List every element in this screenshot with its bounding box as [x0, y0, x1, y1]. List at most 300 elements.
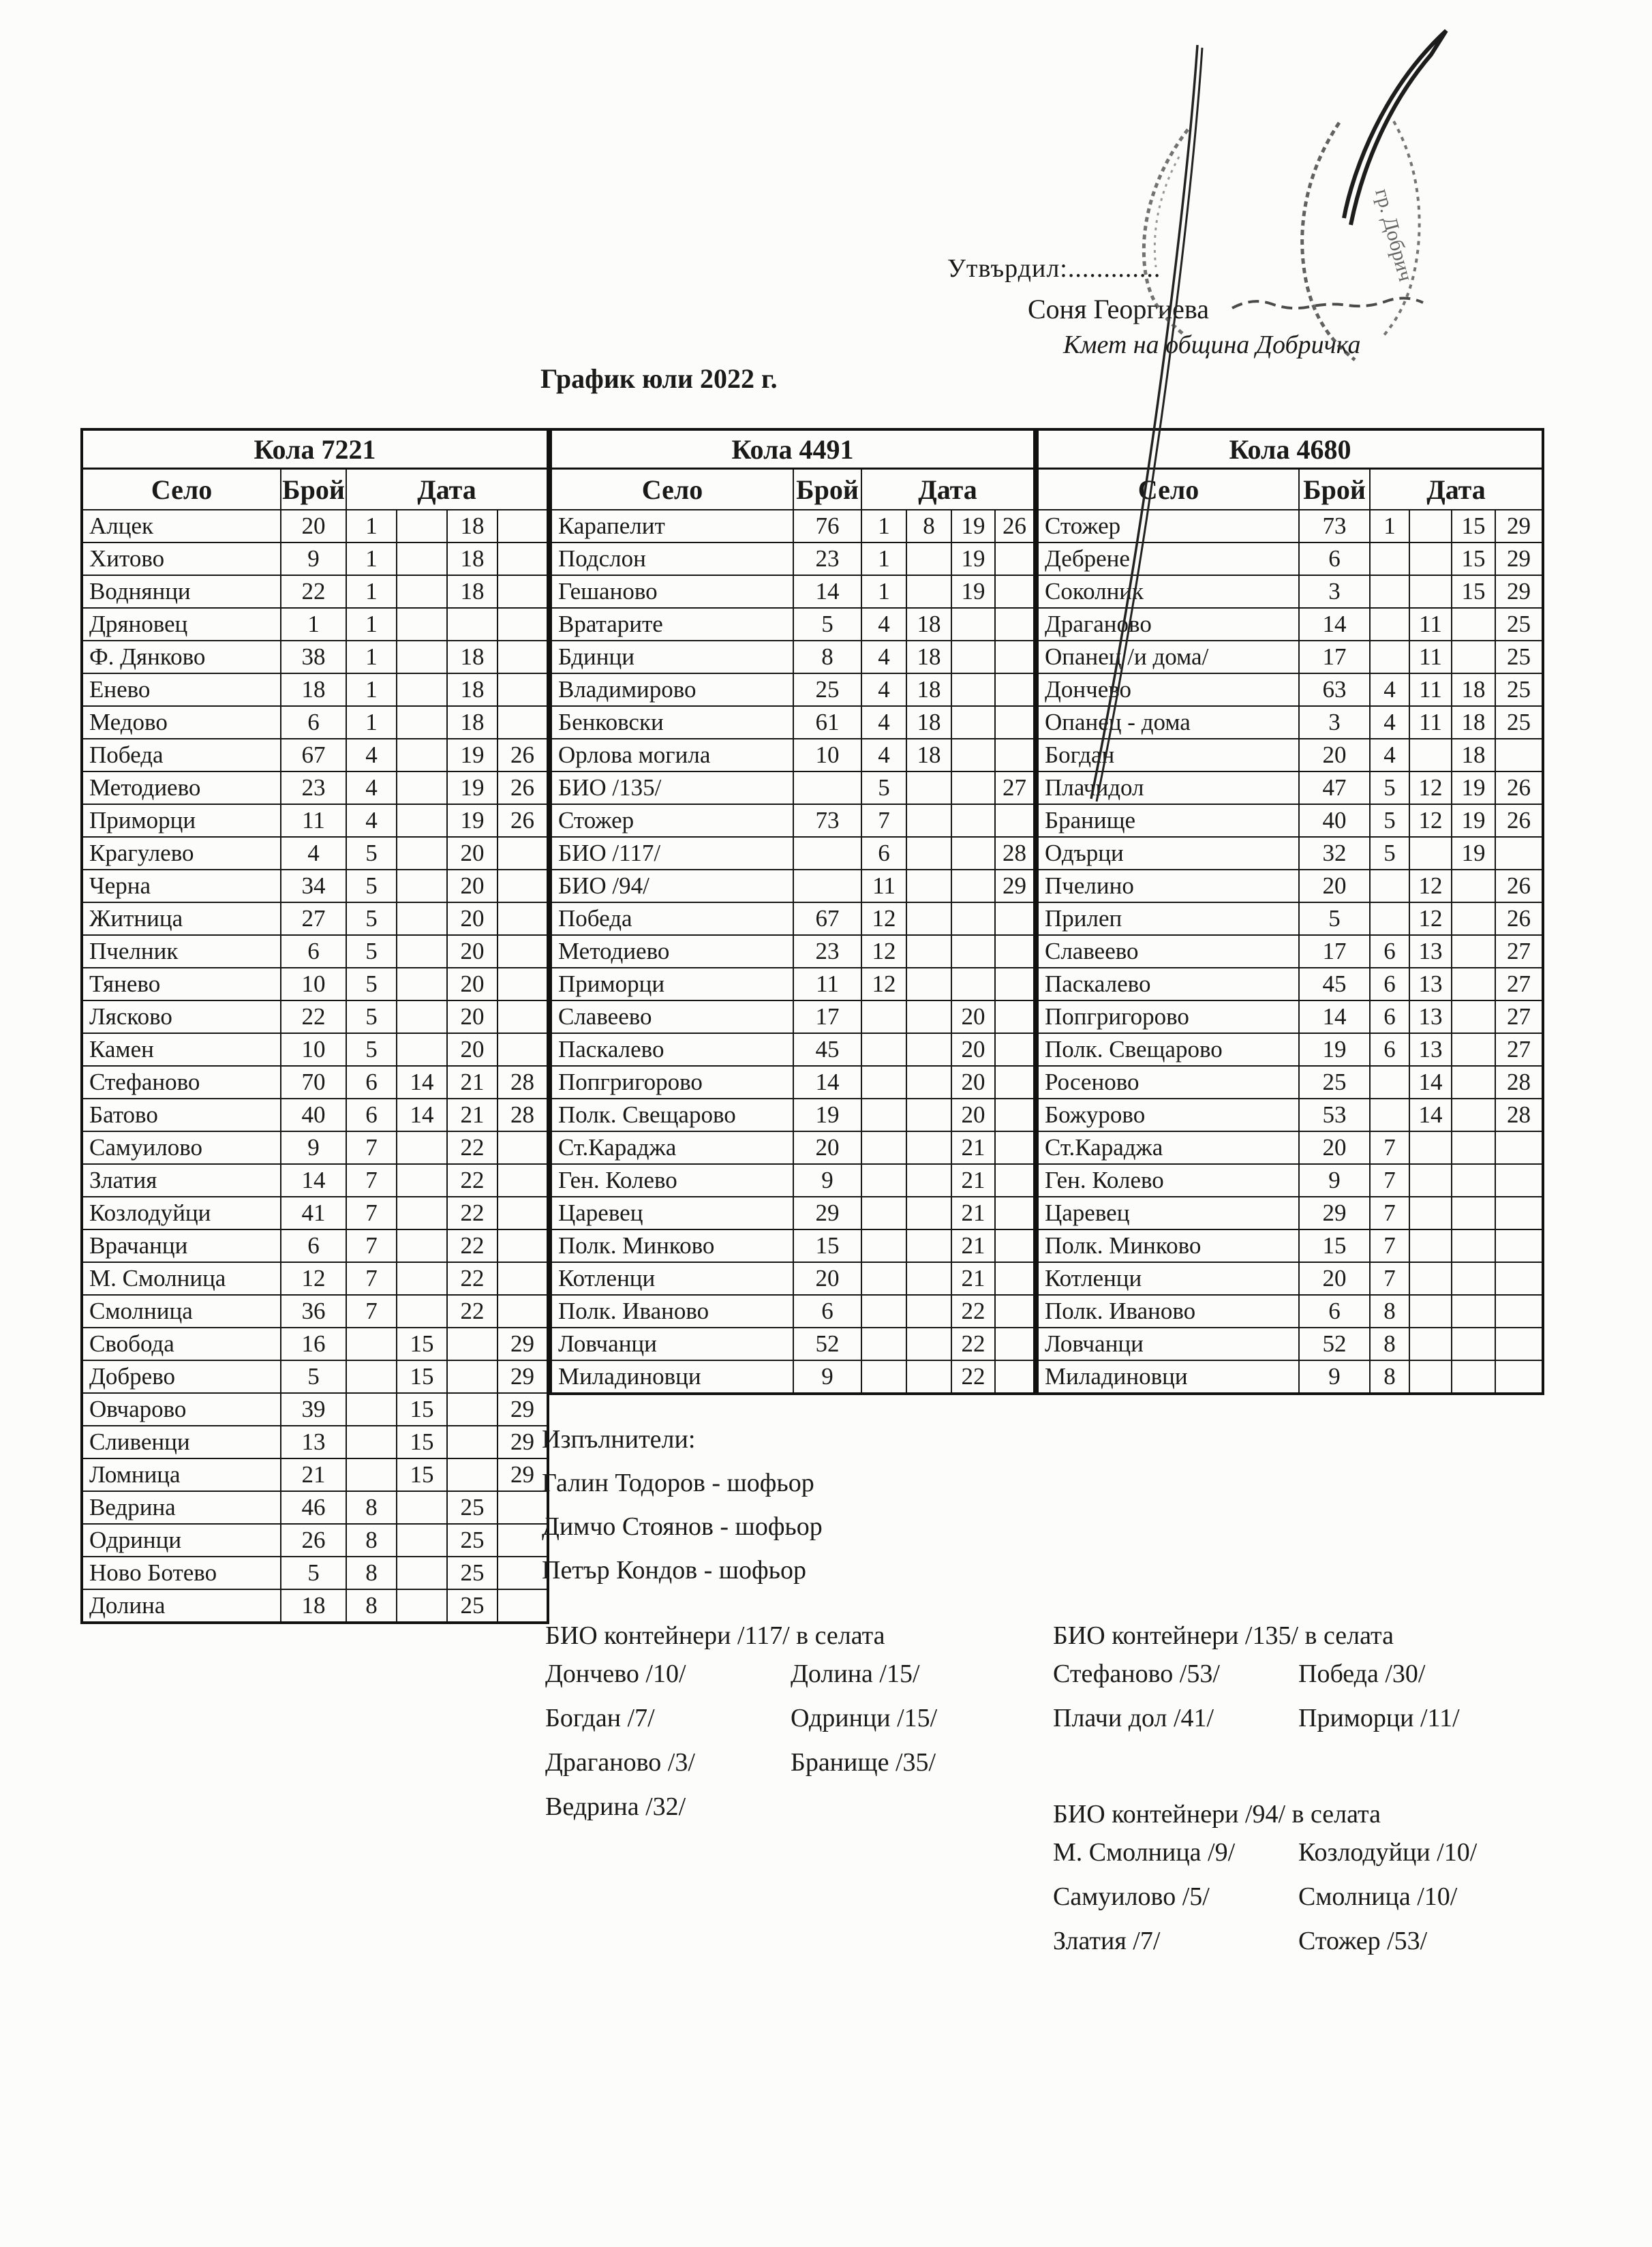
date-cell [397, 968, 447, 1000]
date-cell [397, 608, 447, 641]
date-cell [397, 1164, 447, 1197]
village-cell: Крагулево [82, 837, 281, 870]
table-row [82, 1426, 548, 1458]
date-cell: 5 [861, 771, 906, 804]
count-cell: 5 [1299, 902, 1370, 935]
date-cell [861, 1328, 906, 1360]
date-cell [1409, 1131, 1452, 1164]
table-row [1037, 935, 1543, 968]
car-title: Кола 4491 [551, 429, 1035, 469]
date-cell [397, 1557, 447, 1589]
date-cell: 19 [1452, 837, 1495, 870]
village-cell: Смолница [82, 1295, 281, 1328]
count-cell: 9 [793, 1360, 861, 1394]
date-cell: 28 [1495, 1066, 1543, 1099]
date-cell [397, 510, 447, 542]
date-cell [397, 1033, 447, 1066]
date-cell [1452, 1360, 1495, 1394]
date-cell: 18 [447, 673, 498, 706]
table-row [1037, 673, 1543, 706]
count-cell: 53 [1299, 1099, 1370, 1131]
date-cell [1370, 608, 1409, 641]
count-cell: 1 [281, 608, 346, 641]
bio-item: Смолница /10/ [1298, 1882, 1458, 1911]
date-cell [498, 510, 548, 542]
village-cell: Славеево [551, 1000, 793, 1033]
count-cell: 41 [281, 1197, 346, 1229]
date-cell: 5 [346, 1000, 397, 1033]
village-cell: Дебрене [1037, 542, 1299, 575]
date-cell [1452, 1033, 1495, 1066]
table-row [1037, 641, 1543, 673]
bio-item: Бранище /35/ [791, 1748, 936, 1777]
table-row [1037, 542, 1543, 575]
date-cell: 4 [861, 641, 906, 673]
count-cell: 20 [1299, 1262, 1370, 1295]
count-cell: 22 [281, 575, 346, 608]
count-cell [793, 837, 861, 870]
table-row [551, 804, 1035, 837]
date-cell [906, 1229, 951, 1262]
date-cell: 12 [861, 935, 906, 968]
table-row [1037, 771, 1543, 804]
table-row [551, 641, 1035, 673]
table-row [551, 1066, 1035, 1099]
date-cell: 1 [861, 542, 906, 575]
date-cell [346, 1393, 397, 1426]
count-cell: 9 [281, 542, 346, 575]
date-cell: 18 [906, 641, 951, 673]
village-cell: Камен [82, 1033, 281, 1066]
table-row [551, 510, 1035, 542]
date-cell: 1 [346, 706, 397, 739]
table-row [82, 1328, 548, 1360]
table-row [551, 870, 1035, 902]
date-cell: 8 [346, 1589, 397, 1623]
count-cell: 9 [1299, 1164, 1370, 1197]
table-row [1037, 608, 1543, 641]
count-cell: 6 [1299, 542, 1370, 575]
date-cell: 14 [397, 1099, 447, 1131]
date-cell [1452, 641, 1495, 673]
date-cell: 26 [498, 771, 548, 804]
date-cell [861, 1262, 906, 1295]
village-cell: Лясково [82, 1000, 281, 1033]
date-cell [498, 1033, 548, 1066]
village-cell: Пчелник [82, 935, 281, 968]
table-row [551, 673, 1035, 706]
village-cell: Паскалево [1037, 968, 1299, 1000]
date-cell [995, 1295, 1035, 1328]
table-row [551, 1295, 1035, 1328]
table-row [82, 575, 548, 608]
date-cell [397, 870, 447, 902]
date-cell: 15 [397, 1360, 447, 1393]
table-row [1037, 1066, 1543, 1099]
village-cell: Божурово [1037, 1099, 1299, 1131]
date-cell: 14 [1409, 1099, 1452, 1131]
village-cell: Методиево [551, 935, 793, 968]
date-cell: 26 [1495, 902, 1543, 935]
table-row [82, 1589, 548, 1623]
date-cell [1452, 968, 1495, 1000]
count-cell: 17 [1299, 641, 1370, 673]
date-cell [861, 1131, 906, 1164]
date-cell [498, 673, 548, 706]
date-cell: 6 [861, 837, 906, 870]
count-cell: 10 [793, 739, 861, 771]
bio-item: Златия /7/ [1053, 1927, 1161, 1955]
date-cell: 7 [346, 1164, 397, 1197]
village-cell: Росеново [1037, 1066, 1299, 1099]
date-cell: 14 [397, 1066, 447, 1099]
village-cell: Стожер [551, 804, 793, 837]
date-cell [1409, 1360, 1452, 1394]
count-cell: 70 [281, 1066, 346, 1099]
date-cell [498, 608, 548, 641]
village-cell: Победа [82, 739, 281, 771]
table-car-4680 [1036, 428, 1544, 1395]
date-cell [397, 641, 447, 673]
date-cell: 13 [1409, 1033, 1452, 1066]
date-cell [1495, 739, 1543, 771]
date-cell: 21 [951, 1262, 995, 1295]
date-cell: 15 [1452, 510, 1495, 542]
date-cell: 1 [346, 673, 397, 706]
count-cell: 76 [793, 510, 861, 542]
date-cell [951, 739, 995, 771]
village-cell: Козлодуйци [82, 1197, 281, 1229]
village-cell: Приморци [551, 968, 793, 1000]
bio-list-right [1298, 1652, 1460, 1741]
date-cell: 20 [447, 870, 498, 902]
date-cell: 28 [1495, 1099, 1543, 1131]
date-cell: 12 [1409, 870, 1452, 902]
count-cell: 20 [1299, 1131, 1370, 1164]
date-cell: 20 [951, 1099, 995, 1131]
village-cell: Овчарово [82, 1393, 281, 1426]
date-cell: 20 [447, 935, 498, 968]
date-cell [1452, 870, 1495, 902]
date-cell [995, 1164, 1035, 1197]
date-cell [906, 968, 951, 1000]
table-row [82, 1197, 548, 1229]
village-cell: Ф. Дянково [82, 641, 281, 673]
date-cell [861, 1360, 906, 1394]
date-cell: 15 [397, 1328, 447, 1360]
date-cell: 21 [951, 1229, 995, 1262]
table-row [551, 1164, 1035, 1197]
date-cell: 6 [1370, 935, 1409, 968]
date-cell [1452, 1099, 1495, 1131]
village-cell: Хитово [82, 542, 281, 575]
date-cell [951, 771, 995, 804]
count-cell: 13 [281, 1426, 346, 1458]
date-cell [906, 804, 951, 837]
date-cell [397, 1295, 447, 1328]
date-cell [861, 1000, 906, 1033]
col-count: Брой [281, 469, 346, 510]
date-cell [906, 1131, 951, 1164]
date-cell [1452, 1131, 1495, 1164]
village-cell: Приморци [82, 804, 281, 837]
date-cell: 7 [1370, 1262, 1409, 1295]
date-cell: 5 [1370, 804, 1409, 837]
date-cell: 20 [447, 1033, 498, 1066]
village-cell: Тянево [82, 968, 281, 1000]
date-cell [397, 1000, 447, 1033]
date-cell: 15 [397, 1393, 447, 1426]
date-cell [951, 968, 995, 1000]
date-cell [951, 641, 995, 673]
date-cell: 12 [861, 968, 906, 1000]
date-cell [1370, 1099, 1409, 1131]
date-cell [397, 935, 447, 968]
table-row [82, 1099, 548, 1131]
date-cell [397, 739, 447, 771]
date-cell [906, 935, 951, 968]
date-cell: 29 [498, 1328, 548, 1360]
table-car-7221 [80, 428, 549, 1624]
table-row [82, 608, 548, 641]
date-cell [906, 1164, 951, 1197]
date-cell: 1 [346, 510, 397, 542]
count-cell: 12 [281, 1262, 346, 1295]
date-cell [346, 1360, 397, 1393]
date-cell [906, 771, 951, 804]
date-cell: 22 [447, 1229, 498, 1262]
date-cell: 1 [861, 510, 906, 542]
date-cell [906, 575, 951, 608]
approver-title: Кмет на община Добричка [1063, 331, 1361, 359]
count-cell: 16 [281, 1328, 346, 1360]
date-cell: 20 [447, 1000, 498, 1033]
date-cell [995, 608, 1035, 641]
date-cell: 25 [447, 1557, 498, 1589]
date-cell [397, 542, 447, 575]
table-row [82, 1393, 548, 1426]
date-cell [951, 804, 995, 837]
date-cell [951, 673, 995, 706]
count-cell: 3 [1299, 575, 1370, 608]
date-cell: 25 [1495, 706, 1543, 739]
date-cell [995, 1000, 1035, 1033]
count-cell: 17 [793, 1000, 861, 1033]
table-row [1037, 706, 1543, 739]
date-cell: 25 [1495, 673, 1543, 706]
date-cell: 26 [1495, 771, 1543, 804]
count-cell: 38 [281, 641, 346, 673]
date-cell [1495, 1360, 1543, 1394]
count-cell: 9 [281, 1131, 346, 1164]
table-row [551, 1328, 1035, 1360]
count-cell: 15 [793, 1229, 861, 1262]
date-cell [397, 1491, 447, 1524]
count-cell: 36 [281, 1295, 346, 1328]
date-cell [861, 1229, 906, 1262]
date-cell: 13 [1409, 968, 1452, 1000]
bio-section-title: БИО контейнери /135/ в селата [1053, 1621, 1394, 1650]
date-cell [1452, 902, 1495, 935]
date-cell: 29 [498, 1426, 548, 1458]
table-row [551, 1197, 1035, 1229]
date-cell [1452, 1229, 1495, 1262]
count-cell: 25 [1299, 1066, 1370, 1099]
village-cell: Житница [82, 902, 281, 935]
village-cell: Попгригорово [1037, 1000, 1299, 1033]
village-cell: Богдан [1037, 739, 1299, 771]
date-cell: 28 [498, 1066, 548, 1099]
date-cell: 8 [346, 1524, 397, 1557]
table-row [1037, 575, 1543, 608]
date-cell [995, 804, 1035, 837]
date-cell: 15 [1452, 542, 1495, 575]
table-body [1037, 510, 1543, 1394]
date-cell [995, 902, 1035, 935]
table-row [82, 510, 548, 542]
village-cell: Прилеп [1037, 902, 1299, 935]
table-row [1037, 804, 1543, 837]
date-cell [397, 804, 447, 837]
date-cell [397, 706, 447, 739]
date-cell: 4 [346, 771, 397, 804]
date-cell [906, 1197, 951, 1229]
date-cell: 11 [1409, 706, 1452, 739]
date-cell [1409, 1262, 1452, 1295]
bio-item: Одринци /15/ [791, 1704, 938, 1732]
date-cell [498, 1197, 548, 1229]
count-cell: 3 [1299, 706, 1370, 739]
date-cell: 28 [498, 1099, 548, 1131]
date-cell [906, 902, 951, 935]
date-cell [1370, 870, 1409, 902]
village-cell: Попгригорово [551, 1066, 793, 1099]
date-cell [906, 1295, 951, 1328]
bio-section-117 [545, 1621, 937, 1829]
count-cell: 73 [1299, 510, 1370, 542]
date-cell: 4 [861, 673, 906, 706]
table-row [1037, 1197, 1543, 1229]
count-cell: 6 [793, 1295, 861, 1328]
bio-section-title: БИО контейнери /94/ в селата [1053, 1800, 1381, 1829]
date-cell: 7 [1370, 1229, 1409, 1262]
count-cell: 40 [1299, 804, 1370, 837]
date-cell: 26 [995, 510, 1035, 542]
table-row [82, 706, 548, 739]
table-row [82, 804, 548, 837]
date-cell [906, 1033, 951, 1066]
table-row [551, 706, 1035, 739]
date-cell [346, 1426, 397, 1458]
date-cell [906, 837, 951, 870]
village-cell: Победа [551, 902, 793, 935]
count-cell: 20 [793, 1131, 861, 1164]
village-cell: Долина [82, 1589, 281, 1623]
date-cell [995, 575, 1035, 608]
date-cell [397, 1524, 447, 1557]
table-body [82, 510, 548, 1623]
bio-list-left [1053, 1652, 1298, 1741]
village-cell: Златия [82, 1164, 281, 1197]
date-cell: 27 [1495, 1033, 1543, 1066]
count-cell: 14 [793, 1066, 861, 1099]
date-cell: 6 [346, 1066, 397, 1099]
village-cell: Ведрина [82, 1491, 281, 1524]
date-cell: 27 [1495, 1000, 1543, 1033]
date-cell: 8 [346, 1557, 397, 1589]
date-cell: 8 [906, 510, 951, 542]
date-cell: 25 [447, 1491, 498, 1524]
table-row [1037, 1131, 1543, 1164]
date-cell [995, 1197, 1035, 1229]
date-cell [346, 1328, 397, 1360]
date-cell: 21 [447, 1099, 498, 1131]
date-cell [906, 1099, 951, 1131]
date-cell [951, 706, 995, 739]
bio-item: Стефаново /53/ [1053, 1660, 1220, 1688]
village-cell: Добрево [82, 1360, 281, 1393]
bio-item: Драганово /3/ [545, 1748, 695, 1777]
date-cell [995, 1099, 1035, 1131]
count-cell: 25 [793, 673, 861, 706]
date-cell [498, 1557, 548, 1589]
village-cell: Ген. Колево [1037, 1164, 1299, 1197]
date-cell [951, 608, 995, 641]
date-cell: 19 [951, 575, 995, 608]
table-row [82, 1262, 548, 1295]
bio-item: Плачи дол /41/ [1053, 1704, 1214, 1732]
date-cell: 7 [861, 804, 906, 837]
car-title: Кола 4680 [1037, 429, 1543, 469]
table-row [551, 935, 1035, 968]
date-cell: 15 [397, 1458, 447, 1491]
date-cell [498, 1491, 548, 1524]
bio-item: Ведрина /32/ [545, 1792, 686, 1821]
date-cell: 29 [498, 1393, 548, 1426]
stamp-arc [1154, 157, 1179, 267]
village-cell: Методиево [82, 771, 281, 804]
count-cell: 18 [281, 673, 346, 706]
date-cell [995, 1033, 1035, 1066]
village-cell: Опанец /и дома/ [1037, 641, 1299, 673]
count-cell: 22 [281, 1000, 346, 1033]
count-cell: 20 [793, 1262, 861, 1295]
date-cell [995, 706, 1035, 739]
date-cell [995, 1229, 1035, 1262]
date-cell: 5 [346, 968, 397, 1000]
table-row [551, 575, 1035, 608]
executors-title: Изпълнители: [542, 1425, 696, 1454]
village-cell: Ловчанци [1037, 1328, 1299, 1360]
date-cell: 19 [447, 804, 498, 837]
village-cell: Самуилово [82, 1131, 281, 1164]
date-cell: 18 [447, 706, 498, 739]
village-cell: Ген. Колево [551, 1164, 793, 1197]
table-row [1037, 902, 1543, 935]
date-cell [995, 673, 1035, 706]
date-cell: 11 [861, 870, 906, 902]
date-cell: 19 [1452, 771, 1495, 804]
date-cell: 1 [346, 542, 397, 575]
table-row [82, 1360, 548, 1393]
table-row [1037, 968, 1543, 1000]
village-cell: БИО /94/ [551, 870, 793, 902]
date-cell [951, 935, 995, 968]
table-row [82, 1491, 548, 1524]
village-cell: Бдинци [551, 641, 793, 673]
date-cell: 18 [906, 608, 951, 641]
bio-item: Приморци /11/ [1298, 1704, 1460, 1732]
